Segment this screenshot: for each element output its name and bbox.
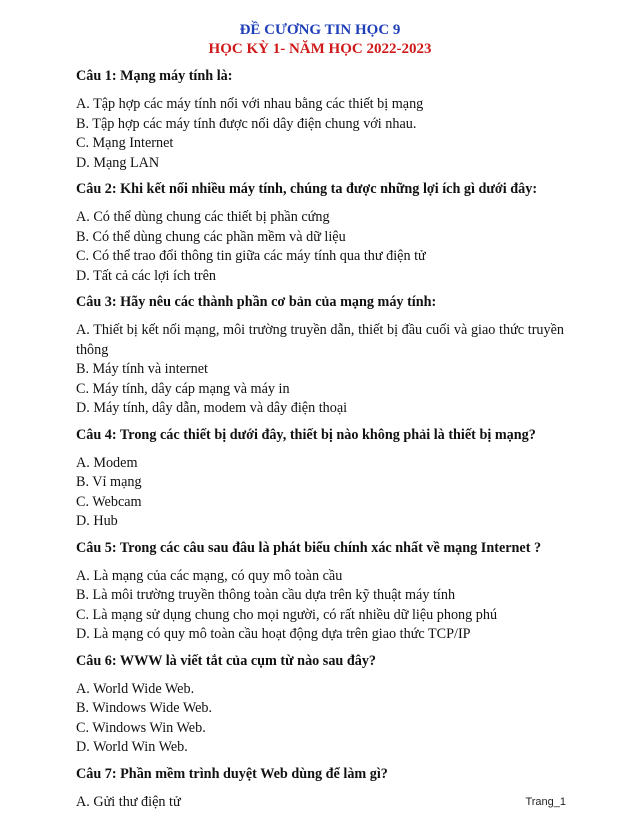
answer-option-c: C. Có thể trao đổi thông tin giữa các máy tính qua thư điện tử — [76, 248, 426, 264]
answer-option-b: B. Windows Wide Web. — [76, 700, 213, 716]
question-title: Câu 6: WWW là viết tắt của cụm từ nào sau đây? — [76, 652, 377, 669]
answer-option-b: B. Là môi trường truyền thông toàn cầu dựa trên kỹ thuật máy tính — [76, 587, 456, 603]
question-3 — [76, 292, 564, 419]
question-title: Câu 2: Khi kết nối nhiều máy tính, chúng ta được những lợi ích gì dưới đây: — [76, 181, 538, 197]
answer-option-b: B. Tập hợp các máy tính được nối dây điện chung với nhau. — [76, 115, 417, 132]
answer-option-b: B. Máy tính và internet — [76, 361, 208, 377]
question-5 — [76, 538, 564, 645]
answer-option-a: A. Tập hợp các máy tính nối với nhau bằng các thiết bị mạng — [76, 96, 424, 112]
question-6 — [76, 651, 564, 758]
page-number: Trang_1 — [525, 796, 566, 808]
question-1 — [76, 66, 564, 173]
answer-option-d: D. Máy tính, dây dẫn, modem và dây điện thoại — [76, 400, 348, 416]
answer-option-d: D. Mạng LAN — [76, 154, 160, 171]
answer-option-d: D. Là mạng có quy mô toàn cầu hoạt động dựa trên giao thức TCP/IP — [76, 626, 471, 642]
answer-option-a: A. Có thể dùng chung các thiết bị phần cứng — [76, 209, 330, 225]
answer-option-c: C. Máy tính, dây cáp mạng và máy in — [76, 380, 290, 397]
answer-option-c: C. Webcam — [76, 493, 142, 510]
answer-option-a: A. Modem — [76, 454, 138, 471]
answer-option-a: A. Là mạng của các mạng, có quy mô toàn cầu — [76, 567, 343, 584]
answer-option-a: A. World Wide Web. — [76, 680, 195, 697]
question-title: Câu 4: Trong các thiết bị dưới đây, thiết bị nào không phải là thiết bị mạng? — [76, 426, 536, 443]
answer-option-d: D. World Win Web. — [76, 739, 188, 755]
question-title: Câu 3: Hãy nêu các thành phần cơ bản của mạng máy tính: — [76, 294, 437, 310]
answer-option-b: B. Vỉ mạng — [76, 474, 142, 490]
document-subtitle: HỌC KỲ 1- NĂM HỌC 2022-2023 — [208, 41, 432, 57]
question-title: Câu 5: Trong các câu sau đâu là phát biểu chính xác nhất về mạng Internet ? — [76, 539, 542, 556]
question-2 — [76, 179, 564, 286]
question-title: Câu 7: Phần mềm trình duyệt Web dùng để làm gì? — [76, 765, 388, 782]
question-7 — [76, 764, 564, 813]
answer-option-c: C. Là mạng sử dụng chung cho mọi người, có rất nhiều dữ liệu phong phú — [76, 606, 498, 623]
answer-option-d: D. Hub — [76, 513, 118, 529]
answer-option-a: A. Gửi thư điện tử — [76, 793, 181, 810]
answer-option-c: C. Windows Win Web. — [76, 719, 206, 736]
question-title: Câu 1: Mạng máy tính là: — [76, 68, 233, 84]
document-title: ĐỀ CƯƠNG TIN HỌC 9 — [239, 22, 401, 38]
question-4 — [76, 425, 564, 532]
answer-option-c: C. Mạng Internet — [76, 135, 174, 151]
question-list — [76, 66, 564, 812]
answer-option-d: D. Tất cả các lợi ích trên — [76, 267, 216, 284]
answer-option-a: A. Thiết bị kết nối mạng, môi trường truyền dẫn, thiết bị đầu cuối và giao thức truyền thông — [76, 322, 564, 358]
answer-option-b: B. Có thể dùng chung các phần mềm và dữ liệu — [76, 228, 346, 245]
